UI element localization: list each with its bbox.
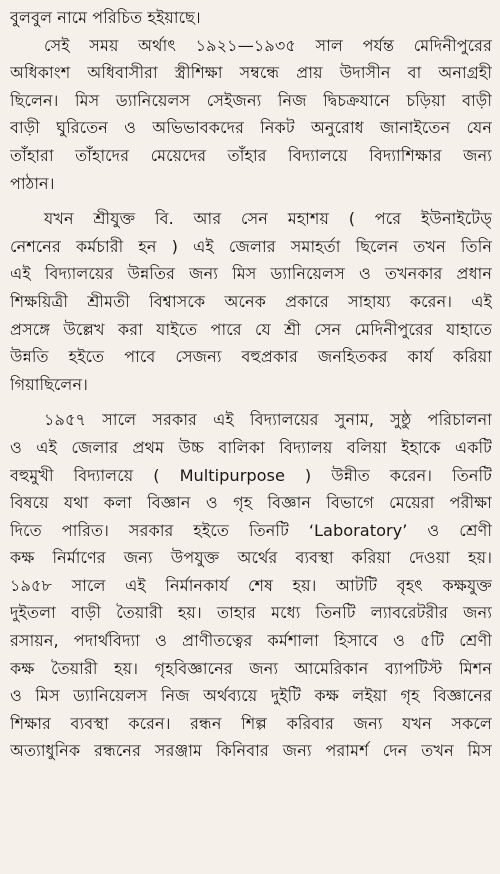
text-line: রসায়ন, পদার্থবিদ্যা ও প্রাণীতত্বের কর্মশালা হিসাবে ও ৫টি শ্রেণী xyxy=(10,631,492,651)
text-line: উন্নতি হইতে পাবে সেজন্য বহুপ্রকার জনহিতকর কার্য করিয়া xyxy=(10,347,492,367)
text-line: ছিলেন। মিস ড্যানিয়েলস সেইজন্য নিজ দ্বিচক্রযানে চড়িয়া বাড়ী xyxy=(10,90,492,110)
text-line: তাঁহারা তাঁহাদের মেয়েদের তাঁহার বিদ্যালয়ে বিদ্যাশিক্ষার জন্য xyxy=(10,145,492,165)
text-line: অধিকাংশ অধিবাসীরা স্ত্রীশিক্ষা সম্বন্ধে প্রায় উদাসীন বা অনাগ্রহী xyxy=(10,63,492,83)
text-line: বহুমুখী বিদ্যালয়ে ( Multipurpose ) উন্নীত করেন। তিনটি xyxy=(10,465,492,485)
text-line: বিষয়ে যথা কলা বিজ্ঞান ও গৃহ বিজ্ঞান বিভাগে মেয়েরা পরীক্ষা xyxy=(10,493,492,513)
text-line: যখন শ্রীযুক্ত বি. আর সেন মহাশয় ( পরে ইউনাইটেড্ xyxy=(44,209,492,229)
text-line: শিক্ষার ব্যবস্থা করেন। রন্ধন শিল্প করিবার জন্য যখন সকলে xyxy=(10,713,492,733)
text-line: ও মিস ড্যানিয়েলস নিজ অর্থব্যয়ে দুইটি কক্ষ লইয়া গৃহ বিজ্ঞানের xyxy=(10,686,492,706)
text-line: নেশনের কর্মচারী হন ) এই জেলার সমাহর্তা ছিলেন তখন তিনি xyxy=(10,236,492,256)
text-line: বুলবুল নামে পরিচিত হইয়াছে। xyxy=(10,8,201,27)
text-line: দুইতলা বাড়ী তৈয়ারী হয়। তাহার মধ্যে তিনটি ল্যাবরেটরীর জন্য xyxy=(10,603,492,623)
text-line: এই বিদ্যালয়ের উন্নতির জন্য মিস ড্যানিয়েলস ও তখনকার প্রধান xyxy=(10,264,492,284)
text-line: কক্ষ তৈয়ারী হয়। গৃহবিজ্ঞানের জন্য আমেরিকান ব্যাপটিস্ট মিশন xyxy=(10,658,492,678)
text-line: বাড়ী ঘুরিতেন ও অভিভাবকদের নিকট অনুরোধ জানাইতেন যেন xyxy=(10,118,492,138)
text-line: ও এই জেলার প্রথম উচ্চ বালিকা বিদ্যালয় বলিয়া ইহাকে একটি xyxy=(10,437,492,457)
text-line: সেই সময় অর্থাৎ ১৯২১—১৯৩৫ সাল পর্যন্ত মেদিনীপুরের xyxy=(44,35,492,55)
text-line: দিতে পারিত। সরকার হইতে তিনটি ‘Laboratory’ ও শ্রেণী xyxy=(10,520,492,540)
text-line: ১৯৫৭ সালে সরকার এই বিদ্যালয়ের সুনাম, সুষ্ঠু পরিচালনা xyxy=(44,410,492,430)
text-line: গিয়াছিলেন। xyxy=(10,374,88,394)
text-line: প্রসঙ্গে উল্লেখ করা যাইতে পারে যে শ্রী সেন মেদিনীপুরের যাহাতে xyxy=(10,319,492,339)
text-line: অত্যাধুনিক রন্ধনের সরঞ্জাম কিনিবার জন্য পরামর্শ দেন তখন মিস xyxy=(10,741,492,761)
text-line: ১৯৫৮ সালে এই নির্মানকার্য শেষ হয়। আটটি বৃহৎ কক্ষযুক্ত xyxy=(10,575,492,595)
text-line: কক্ষ নির্মাণের জন্য উপযুক্ত অর্থের ব্যবস্থা করিয়া দেওয়া হয়। xyxy=(10,548,492,568)
text-line: পাঠান। xyxy=(10,173,55,193)
text-line: শিক্ষয়িত্রী শ্রীমতী বিশ্বাসকে অনেক প্রকারে সাহায্য করেন। এই xyxy=(10,291,492,311)
